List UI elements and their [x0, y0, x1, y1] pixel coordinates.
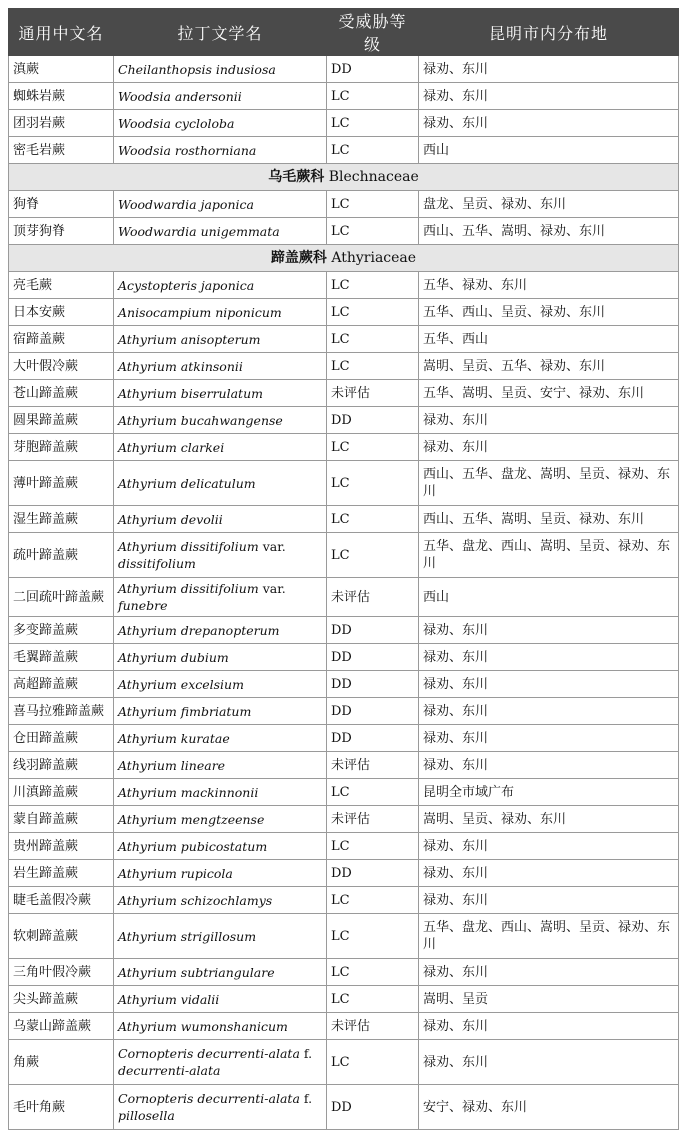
table-row	[9, 83, 679, 110]
threat-level-cell: LC	[327, 272, 419, 299]
table-row	[9, 533, 679, 578]
common-name-cell: 滇蕨	[9, 56, 114, 83]
threat-level-cell: LC	[327, 326, 419, 353]
distribution-cell: 西山、五华、嵩明、禄劝、东川	[419, 218, 679, 245]
latin-name: Athyrium pubicostatum	[118, 838, 268, 854]
latin-infraspecific-name: pillosella	[118, 1108, 175, 1123]
distribution-cell: 禄劝、东川	[419, 725, 679, 752]
latin-name-cell	[114, 578, 327, 617]
distribution-cell: 禄劝、东川	[419, 617, 679, 644]
distribution-cell: 五华、嵩明、呈贡、安宁、禄劝、东川	[419, 380, 679, 407]
latin-name-cell	[114, 986, 327, 1013]
latin-name-cell	[114, 56, 327, 83]
latin-name: Athyrium subtriangulare	[118, 964, 275, 980]
threat-level-cell: LC	[327, 110, 419, 137]
distribution-cell: 五华、盘龙、西山、嵩明、呈贡、禄劝、东川	[419, 533, 679, 578]
common-name-cell: 多变蹄盖蕨	[9, 617, 114, 644]
family-name-latin: Athyriaceae	[331, 249, 417, 266]
common-name-cell: 湿生蹄盖蕨	[9, 506, 114, 533]
threat-level-cell: LC	[327, 833, 419, 860]
table-row	[9, 461, 679, 506]
threat-level-cell: LC	[327, 506, 419, 533]
common-name-cell: 软刺蹄盖蕨	[9, 914, 114, 959]
latin-name: Cornopteris decurrenti-alata	[118, 1046, 300, 1061]
threat-level-cell: LC	[327, 986, 419, 1013]
latin-name-cell	[114, 860, 327, 887]
table-body	[9, 56, 679, 1130]
common-name-cell: 三角叶假冷蕨	[9, 959, 114, 986]
family-heading	[9, 164, 679, 191]
distribution-cell: 禄劝、东川	[419, 83, 679, 110]
latin-name: Athyrium lineare	[118, 757, 226, 773]
latin-name: Athyrium delicatulum	[118, 475, 256, 491]
threat-level-cell: LC	[327, 959, 419, 986]
threat-level-cell: DD	[327, 644, 419, 671]
latin-rank-marker: f.	[303, 1046, 313, 1061]
distribution-cell: 禄劝、东川	[419, 644, 679, 671]
latin-name: Woodsia andersonii	[118, 88, 242, 104]
family-heading	[9, 245, 679, 272]
latin-name-cell	[114, 617, 327, 644]
latin-name: Athyrium dissitifolium	[118, 539, 259, 554]
latin-name-cell	[114, 1085, 327, 1130]
distribution-cell: 嵩明、呈贡、禄劝、东川	[419, 806, 679, 833]
threat-level-cell: LC	[327, 137, 419, 164]
table-row	[9, 644, 679, 671]
distribution-cell: 嵩明、呈贡、五华、禄劝、东川	[419, 353, 679, 380]
common-name-cell: 狗脊	[9, 191, 114, 218]
common-name-cell: 线羽蹄盖蕨	[9, 752, 114, 779]
latin-name-cell	[114, 644, 327, 671]
threat-level-cell: LC	[327, 434, 419, 461]
latin-name-cell	[114, 698, 327, 725]
latin-name-cell	[114, 671, 327, 698]
table-row	[9, 860, 679, 887]
header-threat-level: 受威胁等级	[327, 9, 419, 56]
latin-name: Anisocampium niponicum	[118, 304, 282, 320]
common-name-cell: 疏叶蹄盖蕨	[9, 533, 114, 578]
table-row	[9, 959, 679, 986]
common-name-cell: 毛叶角蕨	[9, 1085, 114, 1130]
latin-rank-marker: var.	[262, 539, 286, 554]
latin-name-cell	[114, 533, 327, 578]
latin-rank-marker: f.	[303, 1091, 313, 1106]
distribution-cell: 五华、西山	[419, 326, 679, 353]
table-row	[9, 353, 679, 380]
common-name-cell: 仓田蹄盖蕨	[9, 725, 114, 752]
latin-name: Cornopteris decurrenti-alata	[118, 1091, 300, 1106]
latin-name: Woodsia rosthorniana	[118, 142, 257, 158]
common-name-cell: 蜘蛛岩蕨	[9, 83, 114, 110]
header-common-name: 通用中文名	[9, 9, 114, 56]
common-name-cell: 密毛岩蕨	[9, 137, 114, 164]
common-name-cell: 角蕨	[9, 1040, 114, 1085]
threat-level-cell: DD	[327, 860, 419, 887]
common-name-cell: 毛翼蹄盖蕨	[9, 644, 114, 671]
latin-name: Woodwardia japonica	[118, 196, 254, 212]
distribution-cell: 禄劝、东川	[419, 860, 679, 887]
distribution-cell: 禄劝、东川	[419, 56, 679, 83]
table-row	[9, 110, 679, 137]
table-row	[9, 380, 679, 407]
distribution-cell: 禄劝、东川	[419, 698, 679, 725]
table-row	[9, 698, 679, 725]
table-row	[9, 833, 679, 860]
latin-name: Athyrium atkinsonii	[118, 358, 243, 374]
common-name-cell: 高超蹄盖蕨	[9, 671, 114, 698]
distribution-cell: 禄劝、东川	[419, 1040, 679, 1085]
latin-name-cell	[114, 326, 327, 353]
latin-name: Athyrium wumonshanicum	[118, 1018, 288, 1034]
latin-name: Athyrium clarkei	[118, 439, 225, 455]
latin-name: Athyrium mackinnonii	[118, 784, 259, 800]
table-row	[9, 914, 679, 959]
common-name-cell: 薄叶蹄盖蕨	[9, 461, 114, 506]
table-row	[9, 299, 679, 326]
header-distribution: 昆明市内分布地	[419, 9, 679, 56]
latin-name-cell	[114, 380, 327, 407]
common-name-cell: 芽胞蹄盖蕨	[9, 434, 114, 461]
distribution-cell: 五华、禄劝、东川	[419, 272, 679, 299]
table-row	[9, 779, 679, 806]
latin-name: Athyrium dubium	[118, 649, 229, 665]
latin-name-cell	[114, 407, 327, 434]
distribution-cell: 西山、五华、嵩明、呈贡、禄劝、东川	[419, 506, 679, 533]
distribution-cell: 安宁、禄劝、东川	[419, 1085, 679, 1130]
distribution-cell: 禄劝、东川	[419, 434, 679, 461]
threat-level-cell: LC	[327, 299, 419, 326]
latin-name: Athyrium bucahwangense	[118, 412, 283, 428]
threat-level-cell: LC	[327, 353, 419, 380]
threat-level-cell: 未评估	[327, 578, 419, 617]
latin-name: Woodsia cycloloba	[118, 115, 235, 131]
latin-name-cell	[114, 110, 327, 137]
distribution-cell: 禄劝、东川	[419, 752, 679, 779]
header-latin-name: 拉丁文学名	[114, 9, 327, 56]
threat-level-cell: LC	[327, 191, 419, 218]
distribution-cell: 禄劝、东川	[419, 833, 679, 860]
family-row	[9, 164, 679, 191]
common-name-cell: 川滇蹄盖蕨	[9, 779, 114, 806]
common-name-cell: 宿蹄盖蕨	[9, 326, 114, 353]
table-row	[9, 578, 679, 617]
latin-name-cell	[114, 914, 327, 959]
common-name-cell: 亮毛蕨	[9, 272, 114, 299]
threat-level-cell: 未评估	[327, 752, 419, 779]
distribution-cell: 禄劝、东川	[419, 110, 679, 137]
latin-name-cell	[114, 137, 327, 164]
latin-name-cell	[114, 752, 327, 779]
latin-name-cell	[114, 83, 327, 110]
table-row	[9, 407, 679, 434]
family-name-cn: 乌毛蕨科	[268, 168, 325, 185]
common-name-cell: 岩生蹄盖蕨	[9, 860, 114, 887]
table-row	[9, 752, 679, 779]
distribution-cell: 禄劝、东川	[419, 1013, 679, 1040]
latin-name-cell	[114, 299, 327, 326]
latin-name-cell	[114, 272, 327, 299]
table-row	[9, 671, 679, 698]
latin-infraspecific-name: funebre	[118, 598, 168, 613]
table-row	[9, 617, 679, 644]
family-name-latin: Blechnaceae	[328, 168, 419, 185]
threat-level-cell: LC	[327, 914, 419, 959]
threat-level-cell: DD	[327, 617, 419, 644]
latin-name-cell	[114, 191, 327, 218]
latin-name: Cheilanthopsis indusiosa	[118, 61, 276, 77]
threat-level-cell: LC	[327, 779, 419, 806]
latin-name: Athyrium mengtzeense	[118, 811, 265, 827]
latin-name-cell	[114, 218, 327, 245]
latin-name-cell	[114, 461, 327, 506]
threat-level-cell: LC	[327, 461, 419, 506]
table-row	[9, 1040, 679, 1085]
latin-name: Athyrium vidalii	[118, 991, 220, 1007]
common-name-cell: 大叶假冷蕨	[9, 353, 114, 380]
threat-level-cell: 未评估	[327, 806, 419, 833]
distribution-cell: 禄劝、东川	[419, 671, 679, 698]
table-row	[9, 434, 679, 461]
latin-name: Athyrium drepanopterum	[118, 622, 280, 638]
latin-name-cell	[114, 434, 327, 461]
latin-infraspecific-name: decurrenti-alata	[118, 1063, 221, 1078]
common-name-cell: 苍山蹄盖蕨	[9, 380, 114, 407]
latin-infraspecific-name: dissitifolium	[118, 556, 196, 571]
distribution-cell: 盘龙、呈贡、禄劝、东川	[419, 191, 679, 218]
latin-name: Athyrium devolii	[118, 511, 223, 527]
distribution-cell: 五华、盘龙、西山、嵩明、呈贡、禄劝、东川	[419, 914, 679, 959]
latin-name-cell	[114, 1013, 327, 1040]
threat-level-cell: DD	[327, 56, 419, 83]
latin-name-cell	[114, 887, 327, 914]
common-name-cell: 顶芽狗脊	[9, 218, 114, 245]
latin-name: Athyrium anisopterum	[118, 331, 261, 347]
latin-name-cell	[114, 506, 327, 533]
threat-level-cell: LC	[327, 533, 419, 578]
common-name-cell: 蒙自蹄盖蕨	[9, 806, 114, 833]
threat-level-cell: DD	[327, 407, 419, 434]
table-row	[9, 986, 679, 1013]
distribution-cell: 五华、西山、呈贡、禄劝、东川	[419, 299, 679, 326]
distribution-cell: 禄劝、东川	[419, 887, 679, 914]
threat-level-cell: DD	[327, 725, 419, 752]
table-row	[9, 326, 679, 353]
distribution-cell: 西山	[419, 137, 679, 164]
family-row	[9, 245, 679, 272]
distribution-cell: 禄劝、东川	[419, 959, 679, 986]
distribution-cell: 嵩明、呈贡	[419, 986, 679, 1013]
latin-name-cell	[114, 779, 327, 806]
latin-name-cell	[114, 1040, 327, 1085]
latin-name-cell	[114, 833, 327, 860]
threat-level-cell: LC	[327, 887, 419, 914]
latin-name: Athyrium excelsium	[118, 676, 244, 692]
latin-name: Athyrium rupicola	[118, 865, 233, 881]
threat-level-cell: DD	[327, 698, 419, 725]
latin-name: Athyrium fimbriatum	[118, 703, 252, 719]
table-row	[9, 725, 679, 752]
distribution-cell: 西山、五华、盘龙、嵩明、呈贡、禄劝、东川	[419, 461, 679, 506]
distribution-cell: 昆明全市域广布	[419, 779, 679, 806]
latin-name: Woodwardia unigemmata	[118, 223, 280, 239]
common-name-cell: 团羽岩蕨	[9, 110, 114, 137]
latin-rank-marker: var.	[262, 581, 286, 596]
common-name-cell: 圆果蹄盖蕨	[9, 407, 114, 434]
species-table	[8, 8, 679, 1130]
threat-level-cell: LC	[327, 83, 419, 110]
table-row	[9, 137, 679, 164]
distribution-cell: 禄劝、东川	[419, 407, 679, 434]
threat-level-cell: DD	[327, 1085, 419, 1130]
table-row	[9, 1013, 679, 1040]
table-row	[9, 56, 679, 83]
table-row	[9, 1085, 679, 1130]
threat-level-cell: LC	[327, 218, 419, 245]
family-name-cn: 蹄盖蕨科	[270, 249, 327, 266]
distribution-cell: 西山	[419, 578, 679, 617]
table-row	[9, 191, 679, 218]
threat-level-cell: DD	[327, 671, 419, 698]
latin-name-cell	[114, 959, 327, 986]
latin-name: Athyrium schizochlamys	[118, 892, 273, 908]
latin-name: Athyrium dissitifolium	[118, 581, 259, 596]
latin-name: Acystopteris japonica	[118, 277, 255, 293]
latin-name: Athyrium strigillosum	[118, 928, 257, 944]
header-row	[9, 9, 679, 56]
threat-level-cell: 未评估	[327, 380, 419, 407]
common-name-cell: 二回疏叶蹄盖蕨	[9, 578, 114, 617]
latin-name: Athyrium kuratae	[118, 730, 230, 746]
table-row	[9, 272, 679, 299]
common-name-cell: 睫毛盖假冷蕨	[9, 887, 114, 914]
table-row	[9, 887, 679, 914]
table-row	[9, 506, 679, 533]
latin-name: Athyrium biserrulatum	[118, 385, 263, 401]
threat-level-cell: 未评估	[327, 1013, 419, 1040]
common-name-cell: 尖头蹄盖蕨	[9, 986, 114, 1013]
table-row	[9, 218, 679, 245]
common-name-cell: 喜马拉雅蹄盖蕨	[9, 698, 114, 725]
latin-name-cell	[114, 725, 327, 752]
common-name-cell: 日本安蕨	[9, 299, 114, 326]
latin-name-cell	[114, 353, 327, 380]
threat-level-cell: LC	[327, 1040, 419, 1085]
common-name-cell: 贵州蹄盖蕨	[9, 833, 114, 860]
table-row	[9, 806, 679, 833]
common-name-cell: 乌蒙山蹄盖蕨	[9, 1013, 114, 1040]
latin-name-cell	[114, 806, 327, 833]
